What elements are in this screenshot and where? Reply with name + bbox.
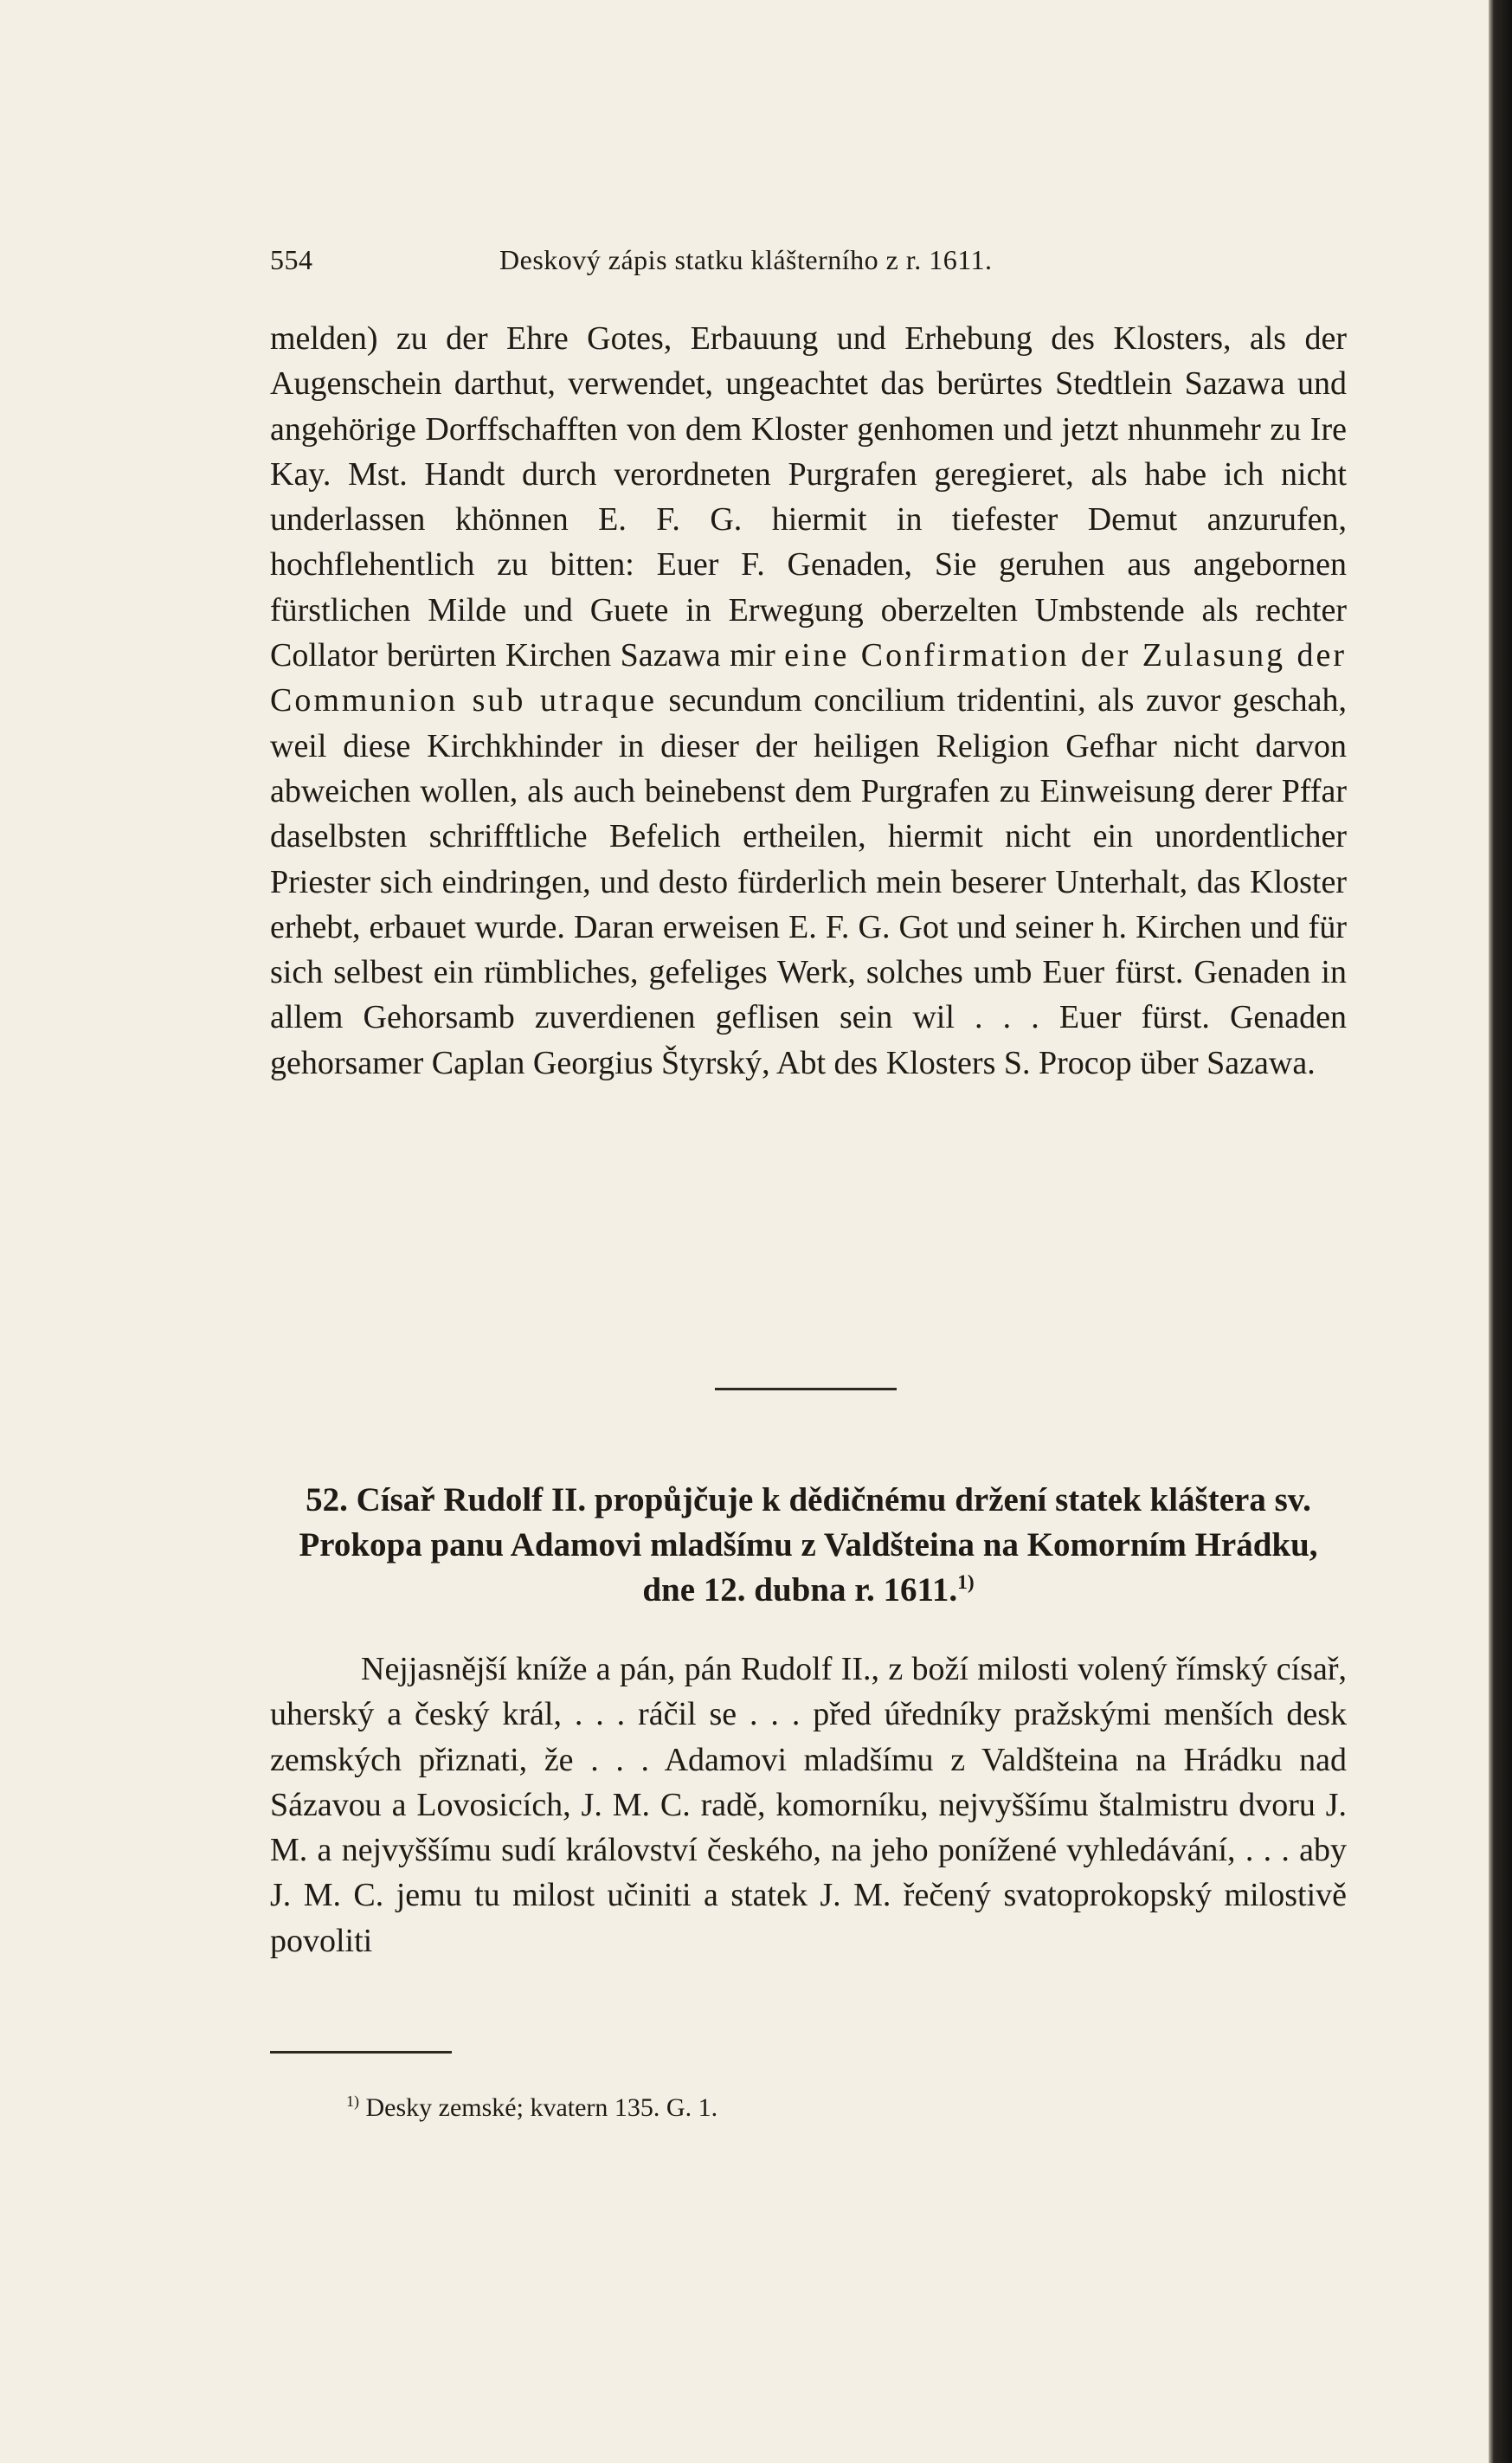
section-heading xyxy=(270,1478,1347,1613)
spaced-phrase: eine Confirmation der Zulasung der Communion sub utraque xyxy=(270,637,1347,719)
continuation-text-after: secundum concilium tridentini, als zuvor geschah, weil diese Kirchkhinder in dieser der heiligen Religion Gefhar nicht darvon abweichen wollen, als auch beinebenst dem Purgrafen zu Einweisung derer Pffar daselbsten schrifftliche Befelich ertheilen, hiermit nicht ein unordentlicher Priester sich eindringen, und desto fürderlich mein beserer Unterhalt, das Kloster erhebt, erbauet wurde. Daran erweisen E. F. G. Got und seiner h. Kirchen und für sich selbest ein rümbliches, gefeliges Werk, solches umb Euer fürst. Genaden in allem Gehorsamb zuverdienen geflisen sein wil . . . Euer fürst. Genaden gehorsamer Caplan Georgius Štyrský, Abt des Klosters S. Procop über Sazawa. xyxy=(270,682,1347,1081)
running-title: Deskový zápis statku klášterního z r. 1611. xyxy=(499,244,993,275)
section-divider xyxy=(715,1388,897,1390)
footnote-marker: 1) xyxy=(346,2092,359,2110)
section-body xyxy=(270,1647,1347,1963)
heading-footnote-marker: 1) xyxy=(957,1571,975,1594)
section-heading-text: 52. Císař Rudolf II. propůjčuje k dědičnému držení statek kláštera sv. Prokopa panu Adamovi mladšímu z Valdšteina na Komorním Hrádku, dne 12. dubna r. 1611. xyxy=(299,1481,1318,1609)
page-number: 554 xyxy=(270,244,313,275)
footnote-rule xyxy=(270,2051,452,2054)
page-edge-shadow xyxy=(1489,0,1512,2463)
footnote-text: Desky zemské; kvatern 135. G. 1. xyxy=(365,2093,718,2122)
section-paragraph: Nejjasnější kníže a pán, pán Rudolf II., z boží milosti volený římský císař, uherský a český král, . . . ráčil se . . . před úředníky pražskými menších desk zemských přiznati, že . . . Adamovi mladšímu z Valdšteina na Hrádku nad Sázavou a Lovosicích, J. M. C. radě, komorníku, nejvyššímu štalmistru dvoru J. M. a nejvyššímu sudí království českého, na jeho ponížené vyhledávání, . . . aby J. M. C. jemu tu milost učiniti a statek J. M. řečený svatoprokopský milostivě povoliti xyxy=(270,1651,1347,1959)
footnote xyxy=(346,2091,1298,2125)
continuation-paragraph xyxy=(270,316,1347,1086)
page-header xyxy=(270,244,1361,287)
continuation-text xyxy=(270,316,1347,1086)
continuation-text-before: melden) zu der Ehre Gotes, Erbauung und Erhebung des Klosters, als der Augenschein darthut, verwendet, ungeachtet das berürtes Stedtlein Sazawa und angehörige Dorffschafften von dem Kloster genhomen und jetzt nhunmehr zu Ire Kay. Mst. Handt durch verordneten Purgrafen geregieret, als habe ich nicht underlassen khönnen E. F. G. hiermit in tiefester Demut anzurufen, hochflehentlich zu bitten: Euer F. Genaden, Sie geruhen aus angebornen fürstlichen Milde und Guete in Erwegung oberzelten Umbstende als rechter Collator berürten Kirchen Sazawa mir xyxy=(270,320,1347,674)
